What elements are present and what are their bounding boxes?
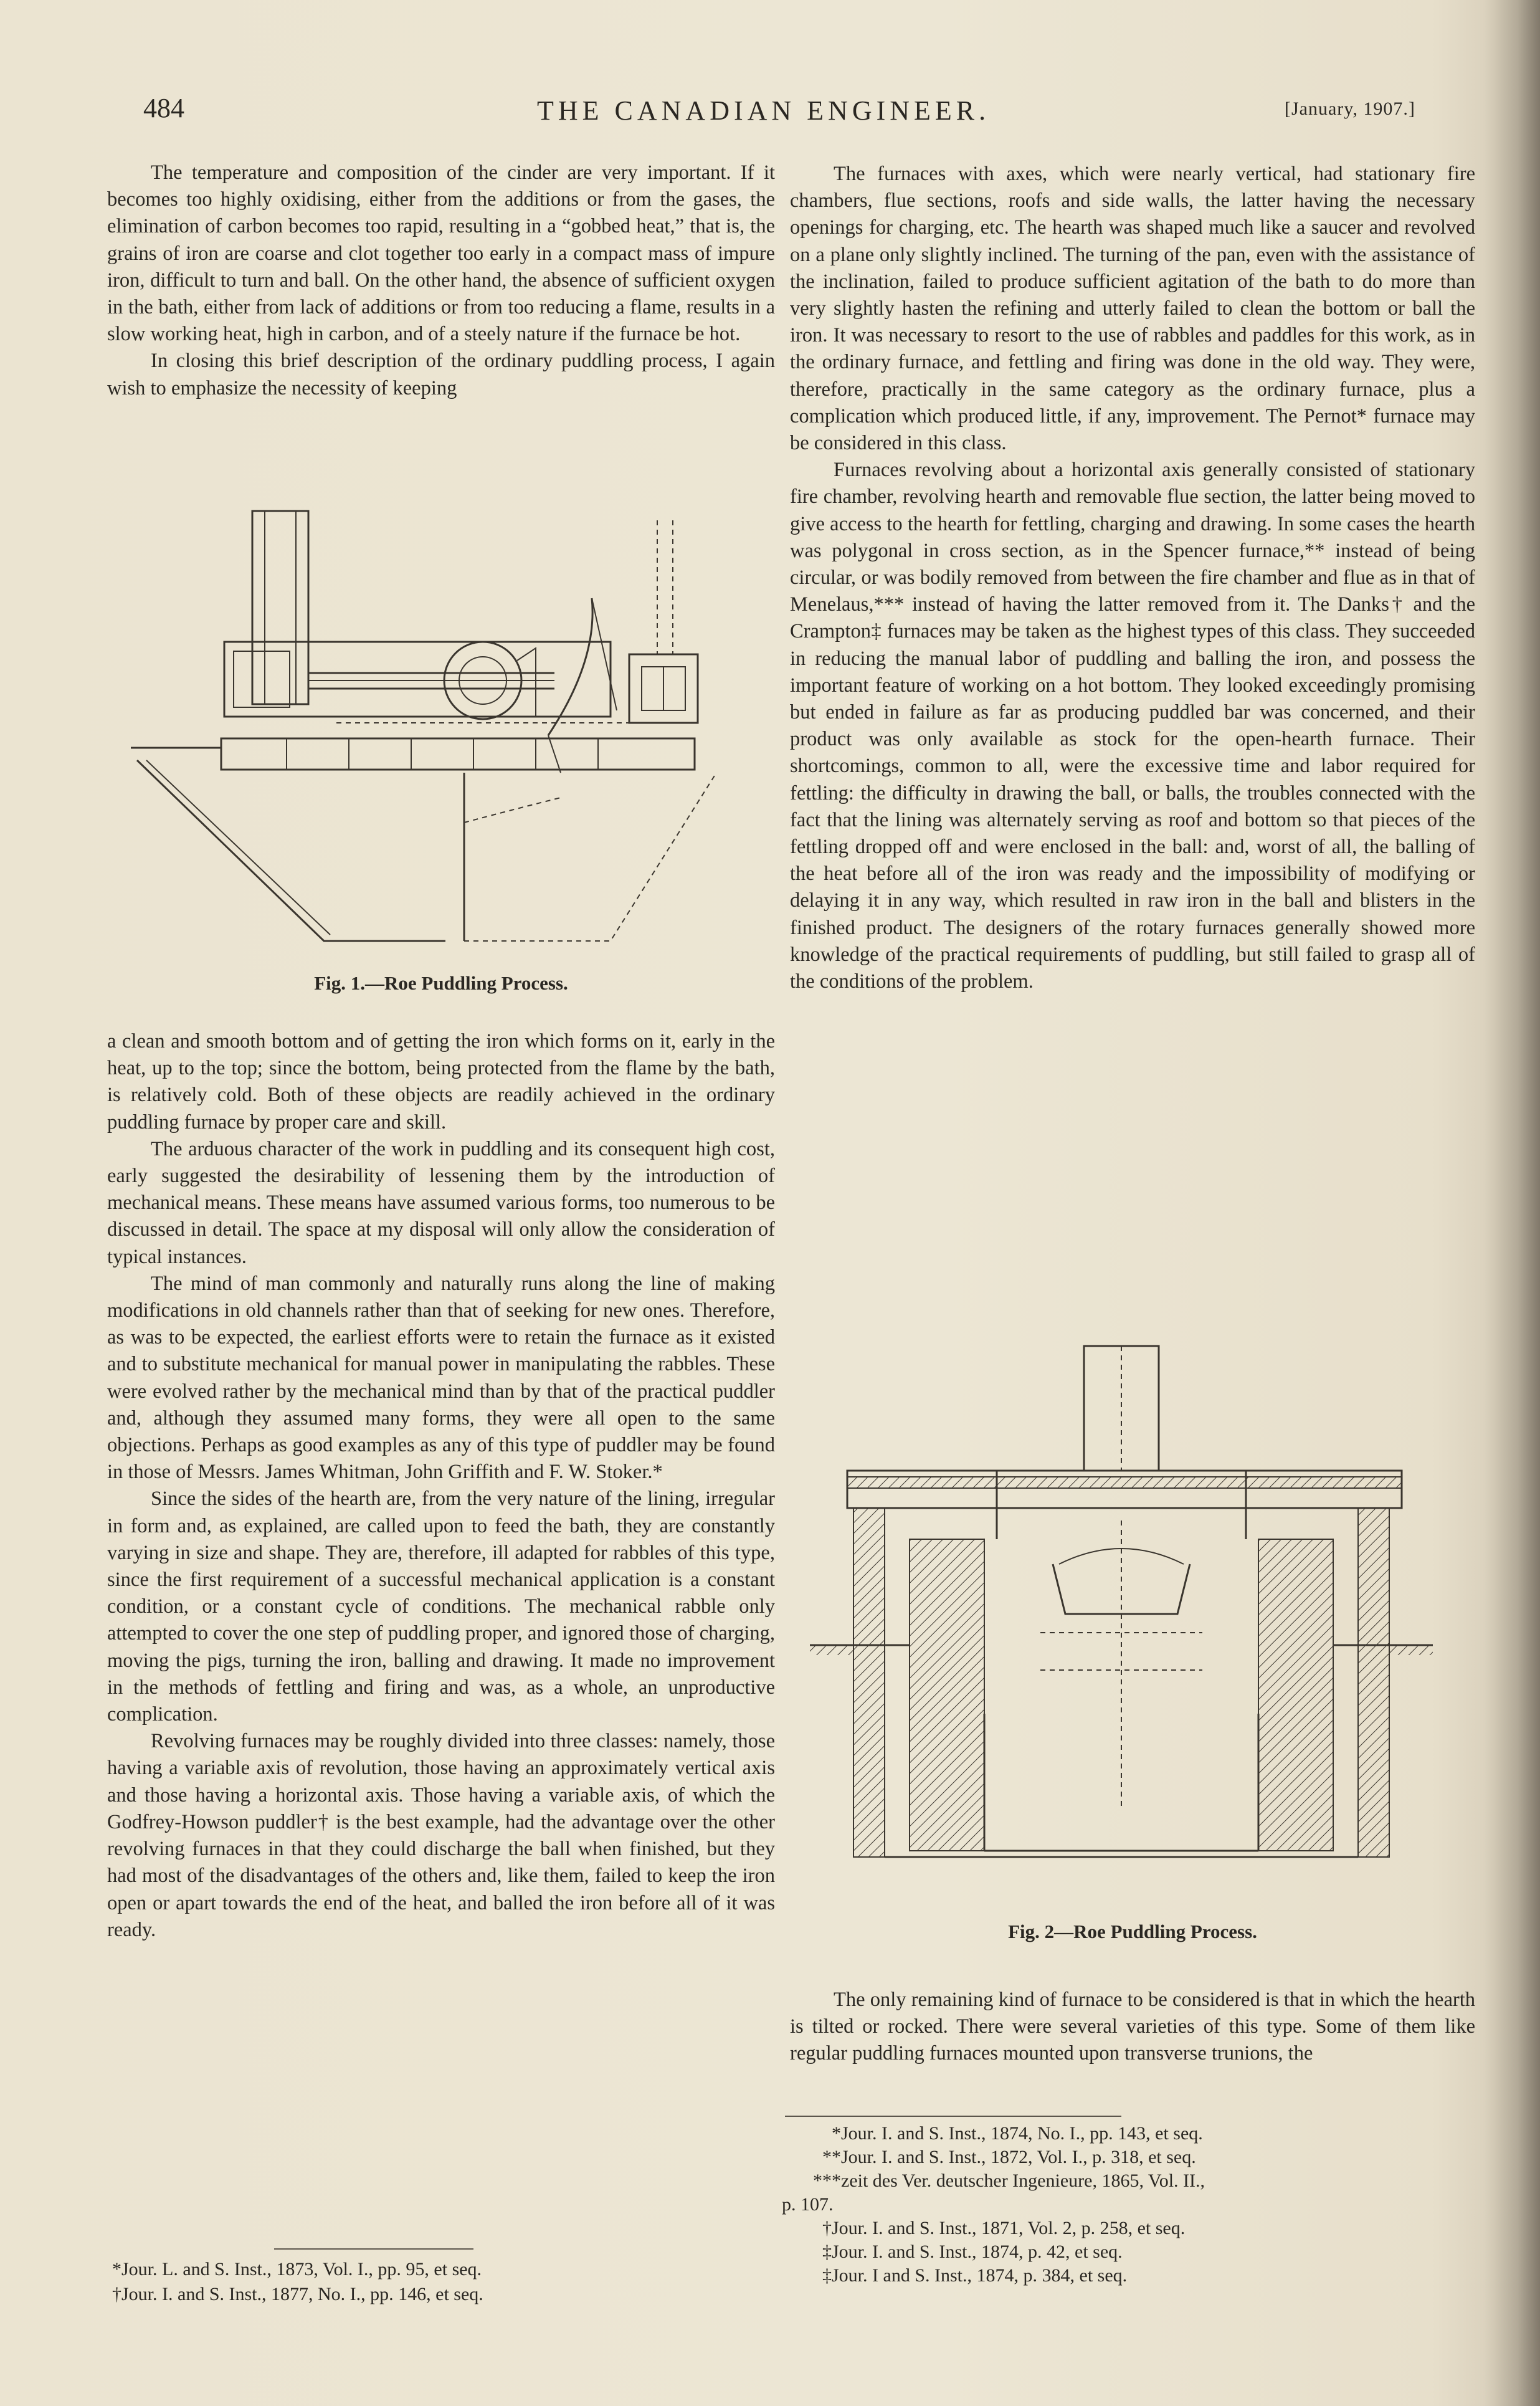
paragraph: The only remaining kind of furnace to be considered is that in which the hearth is tilted or rocked. There were several varieties of this type. Some of them like regular puddling furnaces mounted upon transverse trunions, the	[790, 1988, 1475, 2065]
paragraph: Furnaces revolving about a horizontal axis generally consisted of stationary fire chamber, revolving hearth and removable flue section, the latter being moved to give access to the hearth for fettling, charging and drawing. In some cases the hearth was polygonal in cross section, as in the Spencer furnace,** instead of being circular, or was bodily removed from between the fire chamber and flue as in that of Menelaus,*** instead of having the latter removed from it. The Danks† and the Crampton‡ furnaces may be taken as the highest types of this class. They succeeded in reducing the manual labor of puddling and balling the iron, and possess the important feature of working on a hot bottom. They looked exceedingly promising but ended in failure as far as producing puddled bar was concerned, and their product was only available as stock for the open-hearth furnace. Their shortcomings, common to all, were the excessive time and labor required for fettling: the difficulty in drawing the ball, or balls, the troubles connected with the fact that the lining was alternately serving as roof and bottom so that pieces of the fettling dropped off and were enclosed in the ball: and, worst of all, the balling of the heat before all of the iron was ready and the impossibility of modifying or delaying it in any way, which resulted in raw iron in the ball and blisters in the finished product. The designers of the rotary furnaces generally showed more knowledge of the practical requirements of puddling, but still failed to grasp all of the conditions of the problem.	[790, 459, 1475, 993]
paragraph: Revolving furnaces may be roughly divided into three classes: namely, those having a variable axis of revolution, those having an approximately vertical axis and those having a horizontal axis. Those having a variable axis, of which the Godfrey-Howson puddler† is the best example, had the advantage over the other revolving furnaces in that they could discharge the ball when finished, but they had most of the disadvantages of the others and, like them, failed to keep the iron open or apart towards the end of the heat, and balled the iron before all of it was ready.	[107, 1730, 775, 1941]
running-header	[0, 92, 1540, 136]
paragraph: The furnaces with axes, which were nearly vertical, had stationary fire chambers, flue sections, roofs and side walls, the latter having the necessary openings for charging, etc. The hearth was shaped much like a saucer and revolved on a plane only slightly inclined. The turning of the pan, even with the assistance of the inclination, failed to produce sufficient agitation of the bath to do more than very slightly hasten the refining and utterly failed to clean the bottom or ball the iron. It was necessary to resort to the use of rabbles and paddles for this work, as in the ordinary furnace, and fettling and firing was done in the old way. They were, therefore, practically in the same category as the ordinary furnace, plus a complication which produced little, if any, improvement. The Pernot* furnace may be considered in this class.	[790, 163, 1475, 455]
footnote: *Jour. I. and S. Inst., 1874, No. I., pp. 143, et seq.	[832, 2123, 1203, 2144]
right-column-bottom-text	[790, 1987, 1475, 2068]
footnote: ‡Jour. I. and S. Inst., 1874, p. 42, et seq.	[822, 2241, 1123, 2262]
base-platform	[221, 723, 695, 770]
footnote-rule	[274, 2248, 473, 2250]
paragraph: The arduous character of the work in puddling and its consequent high cost, early suggested the desirability of lessening them by the introduction of mechanical means. These means have assumed various forms, too numerous to be discussed in detail. The space at my disposal will only allow the consideration of typical instances.	[107, 1137, 775, 1268]
roof-frame	[847, 1471, 1402, 1539]
paragraph: In closing this brief description of the ordinary puddling process, I again wish to emphasize the necessity of keeping	[107, 350, 775, 399]
issue-date: [January, 1907.]	[1285, 98, 1415, 119]
footnote: **Jour. I. and S. Inst., 1872, Vol. I., p. 318, et seq.	[822, 2147, 1196, 2167]
figure-2-caption: Fig. 2—Roe Puddling Process.	[1008, 1921, 1257, 1942]
ground-line	[810, 1645, 1433, 1857]
footnote-rule	[785, 2116, 1121, 2117]
flue-stack	[629, 520, 698, 723]
paragraph: The mind of man commonly and naturally runs along the line of making modifications in old channels rather than that of seeking for new ones. Therefore, as was to be expected, the earliest efforts were to retain the furnace as it existed and to substitute mechanical for manual power in manipulating the rabbles. These were evolved rather by the mechanical mind than by that of the practical puddler and, although they assumed many forms, they were all open to the same objections. Perhaps as good examples as any of this type of puddler may be found in those of Messrs. James Whitman, John Griffith and F. W. Stoker.*	[107, 1272, 775, 1484]
chimney	[1084, 1346, 1159, 1471]
left-column-top-text	[107, 160, 775, 402]
furnace-body	[224, 642, 611, 719]
journal-title: THE CANADIAN ENGINEER.	[537, 95, 991, 126]
footnote: *Jour. L. and S. Inst., 1873, Vol. I., pp. 95, et seq.	[112, 2259, 482, 2279]
paragraph: Since the sides of the hearth are, from the very nature of the lining, irregular in form and, as explained, are called upon to feed the bath, they are constantly varying in size and shape. They are, therefore, ill adapted for rabbles of this type, since the first requirement of a successful mechanical application is a constant condition, or a constant cycle of conditions. The mechanical rabble only attempted to cover the one step of puddling proper, and ignored those of charging, moving the pigs, turning the iron, balling and drawing. It made no improvement in the methods of fettling and firing and was, as a whole, an unproductive complication.	[107, 1487, 775, 1726]
page-number: 484	[143, 93, 184, 123]
footnote: p. 107.	[782, 2194, 834, 2215]
paragraph: The temperature and composition of the cinder are very important. If it becomes too highly oxidising, either from the additions or from the gases, the elimination of carbon becomes too rapid, resulting in a “gobbed heat,” that is, the grains of iron are coarse and clot together too early in a compact mass of impure iron, difficult to turn and ball. On the other hand, the absence of sufficient oxygen in the bath, either from lack of additions or from too reducing a flame, results in a slow working heat, high in carbon, and of a steely nature if the furnace be hot.	[107, 161, 775, 346]
right-column-top-text	[790, 161, 1475, 995]
figure-1-drawing	[125, 499, 760, 960]
footnote: †Jour. I. and S. Inst., 1871, Vol. 2, p. 258, et seq.	[822, 2218, 1186, 2238]
paragraph: a clean and smooth bottom and of getting the iron which forms on it, early in the heat, up to the top; since the bottom, being protected from the flame by the bath, is relatively cold. Both of these objects are readily achieved in the ordinary puddling furnace by proper care and skill.	[107, 1030, 775, 1134]
page-edge-shadow	[1484, 0, 1540, 2406]
figure-2-drawing	[810, 1334, 1445, 1907]
furnace-stack	[252, 511, 308, 704]
pit-outline	[131, 748, 716, 941]
figure-1-caption: Fig. 1.—Roe Puddling Process.	[314, 972, 568, 994]
footnote: †Jour. I. and S. Inst., 1877, No. I., pp. 146, et seq.	[112, 2284, 483, 2304]
footnote: ***zeit des Ver. deutscher Ingenieure, 1865, Vol. II.,	[813, 2170, 1205, 2191]
hearth-pan	[1040, 1520, 1202, 1807]
left-column-bottom-text	[107, 1028, 775, 1944]
footnote: ‡Jour. I and S. Inst., 1874, p. 384, et seq.	[822, 2265, 1128, 2286]
rocker-arc	[548, 598, 617, 773]
